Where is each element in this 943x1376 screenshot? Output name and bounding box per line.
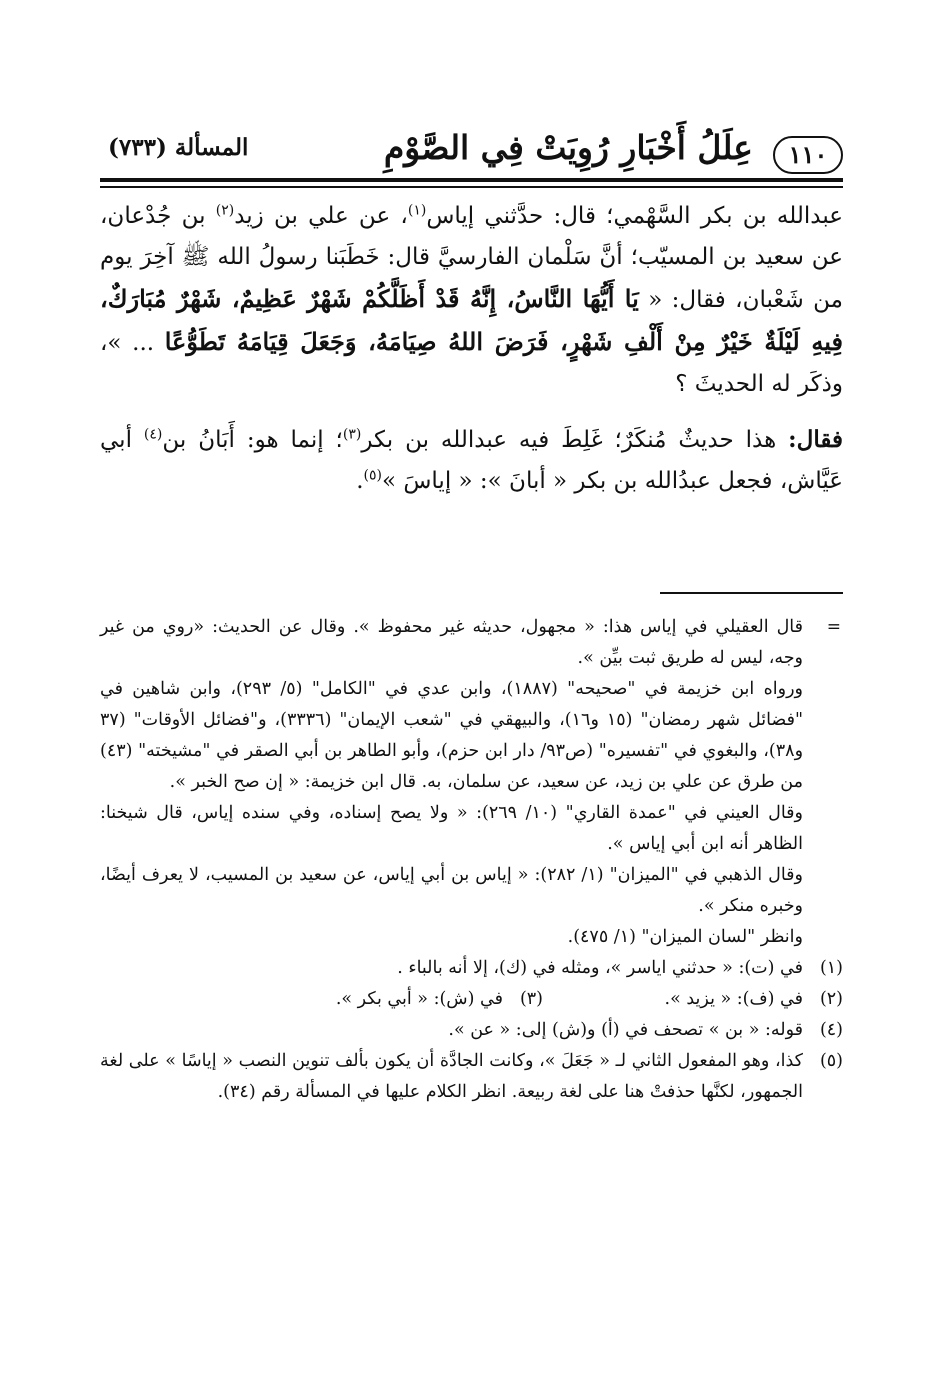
main-text [100, 196, 843, 502]
footnote-2 [553, 984, 843, 1015]
footnote-row-2-3 [100, 984, 843, 1015]
text-segment: هذا حديثٌ مُنكَرٌ؛ غَلِطَ فيه عبدالله بن بكر [361, 427, 789, 453]
question-paragraph [100, 196, 843, 405]
footnote-4 [100, 1015, 843, 1046]
footnote-1 [100, 953, 843, 984]
text-segment: ؛ إنما هو: أَبَانُ بن [162, 427, 343, 453]
text-segment: . [356, 468, 364, 494]
footnotes [100, 612, 843, 1108]
footnote-number: (٢) [819, 989, 843, 1009]
footnote-text: قوله: « بن » تصحف في (أ) و(ش) إلى: « عن ». [448, 1020, 803, 1040]
footnote-paragraph: ورواه ابن خزيمة في "صحيحه" (١٨٨٧)، وابن عدي في "الكامل" (٥/ ٢٩٣)، وابن شاهين في "فضائل شهر رمضان" (١٥ و١٦)، والبيهقي في "شعب الإيمان" (٣٣٣٦)، و"فضائل الأوقات" (٣٧ و٣٨)، والبغوي في "تفسيره" (ص٩٣/ دار ابن حزم)، وأبو الطاهر بن أبي الصقر في "مشيخته" (٤٣) من طرق عن علي بن زيد، عن سعيد، عن سلمان، به. قال ابن خزيمة: « إن صح الخبر ». [100, 679, 804, 792]
footnote-paragraph: قال العقيلي في إياس هذا: « مجهول، حديثه غير محفوظ ». وقال عن الحديث: «روي من غير وجه، ليس له طريق ثبت بيِّن ». [100, 617, 803, 668]
text-segment: ، عن علي بن زيد [234, 203, 408, 229]
page-number: ١١٠ [773, 136, 843, 174]
answer-paragraph [100, 419, 843, 502]
answer-label: فقال: [788, 426, 844, 453]
footnote-ref: (١) [407, 202, 427, 219]
footnote-number: (٥) [819, 1051, 843, 1071]
footnote-3 [243, 984, 543, 1015]
footnote-number: (٣) [519, 989, 543, 1009]
header-rule-thick [100, 178, 843, 182]
footnote-text: في (ف): « يزيد ». [664, 989, 803, 1009]
footnote-5 [100, 1046, 843, 1108]
footnote-ref: (٢) [215, 202, 235, 219]
header-rule-thin [100, 186, 843, 188]
footnote-separator [660, 592, 843, 594]
text-segment: ... »، وذكَر له الحديثَ ؟ [100, 330, 843, 397]
footnote-ref: (٤) [143, 426, 163, 443]
issue-label: المسألة (٧٣٣) [108, 134, 249, 161]
footnote-ref: (٣) [342, 426, 362, 443]
footnote-text: في (ش): « أبي بكر ». [335, 989, 503, 1009]
footnote-paragraph: وقال الذهبي في "الميزان" (١/ ٢٨٢): « إياس بن أبي إياس، عن سعيد بن المسيب، لا يعرف أيضًا، وخبره منكر ». [100, 865, 803, 916]
footnote-text: في (ت): « حدثني اياسر »، ومثله في (ك)، إلا أنه بالباء . [397, 958, 803, 978]
footnote-ref: (٥) [363, 467, 382, 484]
footnote-number: (٤) [819, 1020, 843, 1040]
footnote-continuation [100, 612, 843, 953]
text-segment: أبي عَيَّاش، فجعل عبدُالله بن بكر « أبانَ »: « إياسَ » [100, 427, 843, 494]
footnote-text: كذا، وهو المفعول الثاني لـ « جَعَلَ »، وكانت الجادَّة أن يكون بألف تنوين النصب « إياسًا » على لغة الجمهور، لكنَّها حذفتْ هنا على لغة ربيعة. انظر الكلام عليها في المسألة رقم (٣٤). [100, 1051, 803, 1102]
footnote-paragraph: وانظر "لسان الميزان" (١/ ٤٧٥). [567, 927, 803, 947]
running-header [100, 118, 843, 180]
hadith-text: يَا أَيُّهَا النَّاسُ، إِنَّهُ قَدْ أَظَلَّكُمْ شَهْرٌ عَظِيمٌ، شَهْرٌ مُبَارَكٌ، فِيهِ لَيْلَةٌ خَيْرٌ مِنْ أَلْفِ شَهْرٍ، فَرَضَ اللهُ صِيَامَهُ، وَجَعَلَ قِيَامَهُ تَطَوُّعًا [100, 284, 843, 356]
book-title: عِلَلُ أَخْبَارِ رُوِيَتْ فِي الصَّوْمِ [383, 128, 753, 167]
footnote-number: (١) [819, 958, 843, 978]
text-segment: بن جُدْعان، عن سعيد بن المسيّب؛ أنَّ سَلْمان الفارسيَّ قال: خَطَبَنا رسولُ الله ﷺ آخِرَ يوم من شَعْبان، فقال: « [100, 203, 844, 313]
text-segment: عبدالله بن بكر السَّهْمي؛ قال: حدَّثني إياس [426, 203, 843, 229]
continuation-marker: = [826, 617, 841, 637]
footnote-paragraph: وقال العيني في "عمدة القاري" (١٠/ ٢٦٩): « ولا يصح إسناده، وفي سنده إياس، قال شيخنا: الظاهر أنه ابن أبي إياس ». [100, 803, 803, 854]
